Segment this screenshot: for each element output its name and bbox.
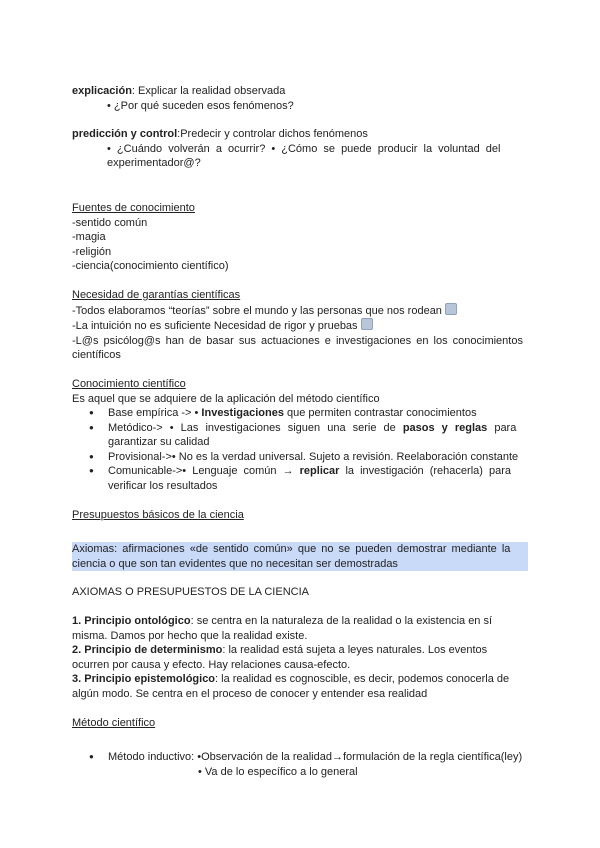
metodo-list: [72, 750, 528, 765]
fuentes-item: -religión: [72, 245, 112, 258]
conocimiento-list: [72, 406, 528, 494]
metodo-inductive-2: • Va de lo específico a lo general: [198, 765, 358, 778]
principio-1-cont: misma. Damos por hecho que la realidad existe.: [72, 629, 308, 642]
principio-2: 2. Principio de determinismo: la realidad está sujeta a leyes naturales. Los eventos: [72, 644, 488, 657]
axiomas-line-1: Axiomas: afirmaciones «de sentido común» que no se pueden demostrar mediante la: [72, 543, 511, 556]
garantias-line-3: -L@s psicólog@s han de basar sus actuaciones e investigaciones en los conocimientos: [72, 334, 523, 347]
list-item: ● Metódico-> • Las investigaciones siguen una serie de pasos y reglas para garantizar su calidad: [72, 421, 528, 450]
link-image-icon: [445, 303, 457, 315]
fuentes-item: -sentido común: [72, 216, 148, 229]
axiomas-highlight: [72, 542, 528, 571]
prediccion-question-1: • ¿Cuándo volverán a ocurrir? • ¿Cómo se puede producir la voluntad del: [107, 142, 501, 155]
axiomas-heading: AXIOMAS O PRESUPUESTOS DE LA CIENCIA: [72, 586, 309, 599]
link-image-icon: [361, 318, 373, 330]
garantias-text-1: -Todos elaboramos “teorías” sobre el mundo y las personas que nos rodean: [72, 304, 442, 317]
fuentes-item: -magia: [72, 231, 106, 244]
axiomas-line-2: ciencia o que son tan evidentes que no necesitan ser demostradas: [72, 557, 398, 570]
garantias-line-1: [72, 303, 528, 319]
garantias-line-2: [72, 318, 528, 334]
conocimiento-intro: Es aquel que se adquiere de la aplicación del método científico: [72, 392, 380, 405]
fuentes-title: Fuentes de conocimiento: [72, 201, 195, 214]
principio-3: 3. Principio epistemológico: la realidad es cognoscible, es decir, podemos conocerla de: [72, 673, 510, 686]
principio-1: 1. Principio ontológico: se centra en la naturaleza de la realidad o la existencia en sí: [72, 615, 493, 628]
list-item: ● Provisional->• No es la verdad universal. Sujeto a revisión. Reelaboración constante: [72, 450, 528, 465]
principio-3-cont: algún modo. Se centra en el proceso de conocer y entender esa realidad: [72, 688, 428, 700]
metodo-title: Método científico: [72, 716, 156, 729]
list-item: ● Método inductivo: •Observación de la realidad→formulación de la regla científica(ley): [72, 750, 528, 765]
prediccion-line: [72, 127, 528, 142]
list-item: ● Comunicable->• Lenguaje común → replicar la investigación (rehacerla) para verificar los resultados: [72, 464, 528, 493]
document-page: [72, 84, 528, 779]
prediccion-term: predicción y control: [72, 128, 178, 141]
explicacion-line: [72, 84, 528, 99]
principio-2-cont: ocurren por causa y efecto. Hay relaciones causa-efecto.: [72, 658, 351, 671]
garantias-line-4: científicos: [72, 349, 121, 362]
garantias-text-2: -La intuición no es suficiente Necesidad de rigor y pruebas: [72, 320, 358, 333]
conocimiento-title: Conocimiento científico: [72, 377, 186, 390]
garantias-title: Necesidad de garantías científicas: [72, 288, 241, 301]
prediccion-def: :Predecir y controlar dichos fenómenos: [177, 128, 368, 141]
list-item: ● Base empírica -> • Investigaciones que permiten contrastar conocimientos: [72, 406, 528, 421]
presupuestos-title: Presupuestos básicos de la ciencia: [72, 508, 244, 521]
explicacion-question: • ¿Por qué suceden esos fenómenos?: [107, 99, 294, 112]
prediccion-question-2: experimentador@?: [107, 157, 201, 170]
fuentes-item: -ciencia(conocimiento científico): [72, 260, 229, 273]
explicacion-def: : Explicar la realidad observada: [131, 85, 286, 97]
explicacion-term: explicación: [72, 85, 132, 97]
